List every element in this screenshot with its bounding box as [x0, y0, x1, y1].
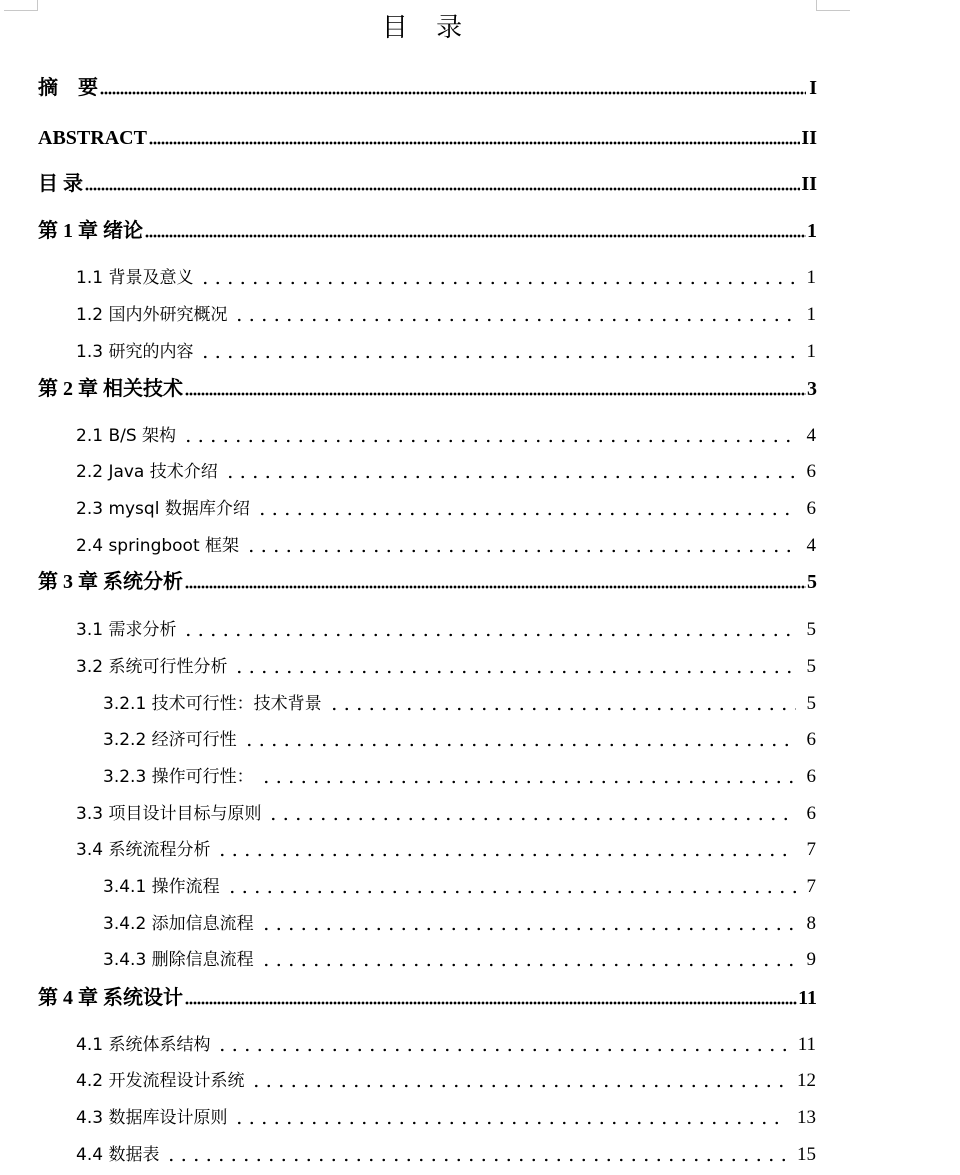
dot-leader: [100, 91, 806, 95]
dot-leader: [185, 392, 806, 396]
toc-entry-label: 3.4.3 删除信息流程: [103, 950, 254, 970]
toc-entry-page-number: 11: [798, 987, 817, 1009]
toc-entry-label: 3.2 系统可行性分析: [76, 657, 228, 677]
toc-entry-label: 2.4 springboot 框架: [76, 536, 240, 556]
toc-entry-page-number: 6: [806, 461, 816, 482]
toc-entry-page-number: 8: [806, 913, 816, 934]
toc-entry-page-number: 4: [806, 535, 816, 556]
toc-entry-page-number: 9: [806, 949, 816, 970]
dot-leader: [182, 633, 796, 637]
toc-entry-page-number: I: [809, 77, 817, 99]
toc-entry-page-number: 1: [806, 267, 816, 288]
toc-entry-label: 3.2.3 操作可行性：: [103, 767, 254, 787]
dot-leader: [260, 963, 796, 967]
toc-entry-page-number: II: [801, 127, 817, 149]
toc-entry-label: 第 3 章 系统分析: [38, 571, 183, 593]
toc-entry-page-number: 5: [806, 656, 816, 677]
dot-leader: [182, 439, 796, 443]
toc-subsection-entry[interactable]: [103, 763, 816, 791]
dot-leader: [185, 585, 806, 589]
toc-entry-label: ABSTRACT: [38, 127, 147, 149]
toc-section-entry[interactable]: [76, 532, 816, 560]
toc-entry-page-number: 13: [797, 1107, 816, 1128]
toc-entry-label: 第 2 章 相关技术: [38, 378, 183, 400]
toc-entry-label: 3.3 项目设计目标与原则: [76, 804, 262, 824]
toc-chapter-entry[interactable]: [38, 375, 817, 403]
toc-entry-page-number: 3: [807, 378, 817, 400]
toc-subsection-entry[interactable]: [103, 946, 816, 974]
toc-chapter-entry[interactable]: [38, 984, 817, 1012]
toc-entry-label: 2.1 B/S 架构: [76, 426, 177, 446]
dot-leader: [199, 355, 796, 359]
toc-entry-label: 3.1 需求分析: [76, 620, 177, 640]
toc-entry-label: 1.1 背景及意义: [76, 268, 194, 288]
toc-entry-label: 2.2 Java 技术介绍: [76, 462, 218, 482]
toc-entry-page-number: 6: [806, 803, 816, 824]
toc-entry-page-number: 5: [807, 571, 817, 593]
toc-entry-label: 3.2.1 技术可行性：技术背景: [103, 694, 322, 714]
toc-entry-page-number: 5: [806, 693, 816, 714]
toc-entry-page-number: 1: [806, 304, 816, 325]
toc-section-entry[interactable]: [76, 1104, 816, 1132]
dot-leader: [216, 1048, 787, 1052]
toc-section-entry[interactable]: [76, 1067, 816, 1095]
dot-leader: [267, 817, 796, 821]
dot-leader: [243, 743, 796, 747]
toc-entry-page-number: 6: [806, 498, 816, 519]
toc-entry-label: 3.4.1 操作流程: [103, 877, 220, 897]
dot-leader: [233, 318, 796, 322]
toc-section-entry[interactable]: [76, 301, 816, 329]
toc-entry-page-number: 11: [797, 1034, 816, 1055]
toc-entry-label: 4.2 开发流程设计系统: [76, 1071, 245, 1091]
toc-entry-label: 第 4 章 系统设计: [38, 987, 183, 1009]
toc-entry-page-number: 12: [797, 1070, 816, 1091]
toc-section-entry[interactable]: [76, 1141, 816, 1169]
toc-entry-label: 4.4 数据表: [76, 1145, 160, 1165]
toc-section-entry[interactable]: [76, 653, 816, 681]
toc-chapter-entry[interactable]: [38, 74, 817, 102]
toc-entry-page-number: 4: [806, 425, 816, 446]
toc-subsection-entry[interactable]: [103, 726, 816, 754]
dot-leader: [224, 475, 796, 479]
toc-entry-label: 1.3 研究的内容: [76, 342, 194, 362]
toc-entry-page-number: 15: [797, 1144, 816, 1165]
dot-leader: [226, 890, 796, 894]
toc-entry-label: 1.2 国内外研究概况: [76, 305, 228, 325]
toc-subsection-entry[interactable]: [103, 910, 816, 938]
toc-entry-page-number: 7: [806, 876, 816, 897]
toc-section-entry[interactable]: [76, 836, 816, 864]
toc-entry-page-number: 6: [806, 766, 816, 787]
toc-entry-label: 目 录: [38, 173, 83, 195]
dot-leader: [199, 281, 796, 285]
toc-entry-label: 3.2.2 经济可行性: [103, 730, 237, 750]
toc-subsection-entry[interactable]: [103, 690, 816, 718]
dot-leader: [233, 670, 796, 674]
dot-leader: [85, 187, 800, 191]
dot-leader: [260, 780, 796, 784]
toc-entry-label: 3.4.2 添加信息流程: [103, 914, 254, 934]
toc-section-entry[interactable]: [76, 458, 816, 486]
dot-leader: [328, 707, 796, 711]
page-title: 目 录: [381, 13, 473, 43]
toc-entry-label: 2.3 mysql 数据库介绍: [76, 499, 250, 519]
dot-leader: [165, 1158, 787, 1162]
dot-leader: [216, 853, 796, 857]
toc-chapter-entry[interactable]: [38, 217, 817, 245]
dot-leader: [260, 927, 796, 931]
dot-leader: [250, 1084, 787, 1088]
toc-chapter-entry[interactable]: [38, 124, 817, 152]
toc-entry-page-number: 7: [806, 839, 816, 860]
toc-entry-page-number: 1: [807, 220, 817, 242]
toc-subsection-entry[interactable]: [103, 873, 816, 901]
toc-section-entry[interactable]: [76, 800, 816, 828]
toc-entry-page-number: 5: [806, 619, 816, 640]
toc-entry-page-number: 6: [806, 729, 816, 750]
dot-leader: [233, 1121, 787, 1125]
toc-section-entry[interactable]: [76, 422, 816, 450]
dot-leader: [245, 549, 796, 553]
dot-leader: [149, 141, 801, 145]
toc-entry-label: 3.4 系统流程分析: [76, 840, 211, 860]
toc-section-entry[interactable]: [76, 264, 816, 292]
dot-leader: [256, 512, 796, 516]
toc-chapter-entry[interactable]: [38, 170, 817, 198]
toc-entry-label: 4.1 系统体系结构: [76, 1035, 211, 1055]
toc-entry-label: 4.3 数据库设计原则: [76, 1108, 228, 1128]
toc-entry-label: 摘 要: [38, 77, 98, 99]
toc-entry-label: 第 1 章 绪论: [38, 220, 143, 242]
toc-chapter-entry[interactable]: [38, 568, 817, 596]
toc-entry-page-number: II: [801, 173, 817, 195]
toc-section-entry[interactable]: [76, 338, 816, 366]
toc-section-entry[interactable]: [76, 616, 816, 644]
toc-section-entry[interactable]: [76, 1031, 816, 1059]
toc-section-entry[interactable]: [76, 495, 816, 523]
dot-leader: [185, 1001, 797, 1005]
dot-leader: [145, 234, 806, 238]
toc-entry-page-number: 1: [806, 341, 816, 362]
